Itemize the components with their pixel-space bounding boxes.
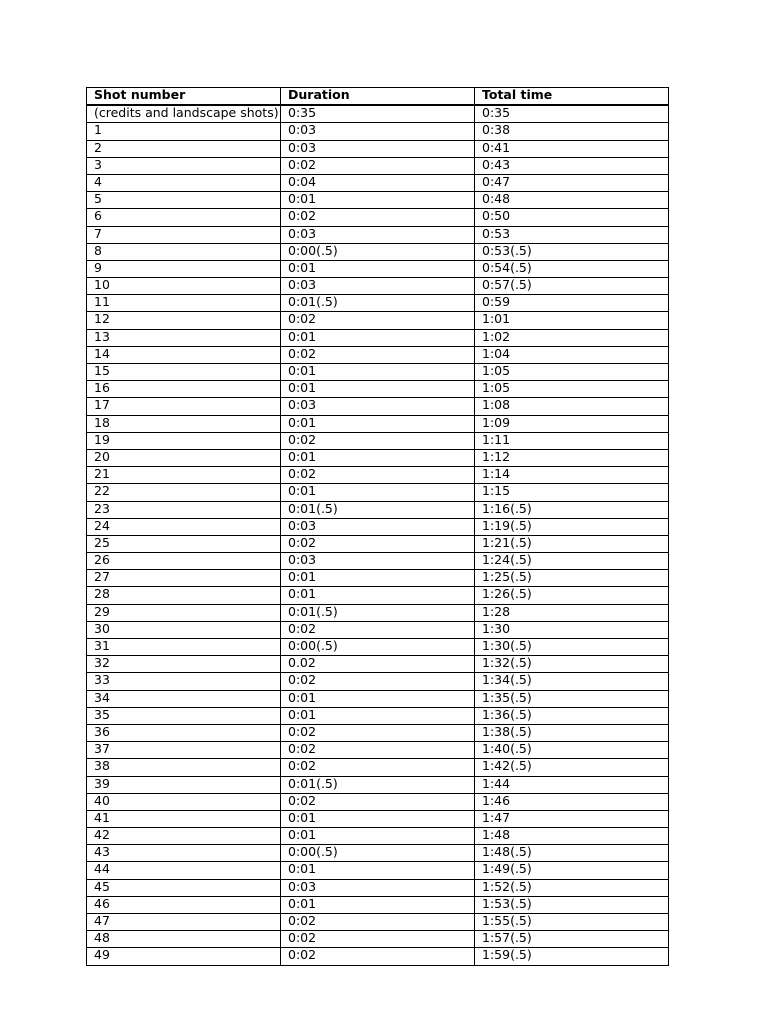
total-time-cell: 1:34(.5) — [475, 673, 669, 690]
shot-number-cell: 48 — [87, 931, 281, 948]
total-time-cell: 1:52(.5) — [475, 879, 669, 896]
total-time-cell: 1:53(.5) — [475, 896, 669, 913]
table-row — [87, 724, 669, 741]
table-row — [87, 742, 669, 759]
total-time-cell: 1:16(.5) — [475, 501, 669, 518]
table-row — [87, 690, 669, 707]
total-time-cell: 1:32(.5) — [475, 656, 669, 673]
total-time-cell: 1:30 — [475, 621, 669, 638]
table-row — [87, 587, 669, 604]
total-time-cell: 1:36(.5) — [475, 707, 669, 724]
table-row — [87, 518, 669, 535]
table-row — [87, 914, 669, 931]
total-time-cell: 1:08 — [475, 398, 669, 415]
duration-cell: 0:01 — [281, 484, 475, 501]
total-time-cell: 1:40(.5) — [475, 742, 669, 759]
duration-cell: 0:02 — [281, 157, 475, 174]
shot-number-cell: 10 — [87, 278, 281, 295]
shot-number-cell: 34 — [87, 690, 281, 707]
table-row — [87, 621, 669, 638]
shot-number-cell: 26 — [87, 553, 281, 570]
duration-cell: 0:03 — [281, 140, 475, 157]
total-time-cell: 0:47 — [475, 174, 669, 191]
shot-number-cell: 23 — [87, 501, 281, 518]
total-time-cell: 0:59 — [475, 295, 669, 312]
duration-cell: 0:00(.5) — [281, 639, 475, 656]
duration-cell: 0:00(.5) — [281, 845, 475, 862]
total-time-cell: 1:09 — [475, 415, 669, 432]
table-row — [87, 174, 669, 191]
shot-number-cell: 11 — [87, 295, 281, 312]
table-row — [87, 192, 669, 209]
duration-cell: 0:02 — [281, 346, 475, 363]
table-row — [87, 931, 669, 948]
duration-cell: 0.02 — [281, 656, 475, 673]
shot-number-cell: 43 — [87, 845, 281, 862]
duration-cell: 0:02 — [281, 535, 475, 552]
table-row — [87, 346, 669, 363]
total-time-cell: 1:26(.5) — [475, 587, 669, 604]
shot-number-cell: 15 — [87, 364, 281, 381]
shot-number-cell: 35 — [87, 707, 281, 724]
duration-cell: 0:03 — [281, 518, 475, 535]
table-row — [87, 810, 669, 827]
table-row — [87, 759, 669, 776]
duration-cell: 0:01(.5) — [281, 501, 475, 518]
total-time-cell: 1:11 — [475, 432, 669, 449]
shot-number-cell: 2 — [87, 140, 281, 157]
shot-number-cell: 19 — [87, 432, 281, 449]
table-row — [87, 656, 669, 673]
table-row — [87, 673, 669, 690]
duration-cell: 0:02 — [281, 931, 475, 948]
total-time-cell: 1:15 — [475, 484, 669, 501]
shot-number-cell: 7 — [87, 226, 281, 243]
header-duration: Duration — [281, 88, 475, 106]
shot-number-cell: 21 — [87, 467, 281, 484]
total-time-cell: 1:57(.5) — [475, 931, 669, 948]
duration-cell: 0:35 — [281, 105, 475, 123]
total-time-cell: 1:49(.5) — [475, 862, 669, 879]
table-row — [87, 828, 669, 845]
header-shot-number: Shot number — [87, 88, 281, 106]
shot-number-cell: 37 — [87, 742, 281, 759]
total-time-cell: 0:53 — [475, 226, 669, 243]
duration-cell: 0:02 — [281, 467, 475, 484]
table-row — [87, 105, 669, 123]
total-time-cell: 1:05 — [475, 364, 669, 381]
shot-number-cell: 5 — [87, 192, 281, 209]
duration-cell: 0:01 — [281, 329, 475, 346]
table-row — [87, 364, 669, 381]
table-header-row — [87, 88, 669, 106]
duration-cell: 0:00(.5) — [281, 243, 475, 260]
total-time-cell: 0:50 — [475, 209, 669, 226]
table-row — [87, 295, 669, 312]
shot-number-cell: 45 — [87, 879, 281, 896]
duration-cell: 0:01(.5) — [281, 295, 475, 312]
total-time-cell: 1:28 — [475, 604, 669, 621]
shot-number-cell: 9 — [87, 260, 281, 277]
table-row — [87, 140, 669, 157]
shot-number-cell: 27 — [87, 570, 281, 587]
shot-number-cell: 44 — [87, 862, 281, 879]
table-row — [87, 415, 669, 432]
table-row — [87, 793, 669, 810]
duration-cell: 0:02 — [281, 793, 475, 810]
duration-cell: 0:03 — [281, 123, 475, 140]
shot-number-cell: 36 — [87, 724, 281, 741]
shot-number-cell: 6 — [87, 209, 281, 226]
total-time-cell: 1:14 — [475, 467, 669, 484]
duration-cell: 0:01(.5) — [281, 604, 475, 621]
table-row — [87, 879, 669, 896]
total-time-cell: 0:41 — [475, 140, 669, 157]
total-time-cell: 1:25(.5) — [475, 570, 669, 587]
total-time-cell: 1:42(.5) — [475, 759, 669, 776]
table-row — [87, 467, 669, 484]
shot-number-cell: 46 — [87, 896, 281, 913]
duration-cell: 0:03 — [281, 226, 475, 243]
table-row — [87, 948, 669, 965]
total-time-cell: 0:53(.5) — [475, 243, 669, 260]
shot-number-cell: 49 — [87, 948, 281, 965]
shot-number-cell: 29 — [87, 604, 281, 621]
table-row — [87, 501, 669, 518]
shot-timing-table — [86, 87, 669, 966]
total-time-cell: 1:12 — [475, 449, 669, 466]
duration-cell: 0:01 — [281, 415, 475, 432]
table-row — [87, 862, 669, 879]
duration-cell: 0:02 — [281, 724, 475, 741]
duration-cell: 0:01 — [281, 260, 475, 277]
shot-number-cell: 22 — [87, 484, 281, 501]
table-row — [87, 484, 669, 501]
table-row — [87, 260, 669, 277]
duration-cell: 0:01 — [281, 192, 475, 209]
table-row — [87, 381, 669, 398]
duration-cell: 0:01 — [281, 707, 475, 724]
shot-number-cell: 30 — [87, 621, 281, 638]
table-row — [87, 896, 669, 913]
shot-number-cell: 1 — [87, 123, 281, 140]
table-row — [87, 157, 669, 174]
duration-cell: 0:03 — [281, 879, 475, 896]
duration-cell: 0:01 — [281, 862, 475, 879]
table-row — [87, 604, 669, 621]
table-row — [87, 449, 669, 466]
total-time-cell: 1:55(.5) — [475, 914, 669, 931]
duration-cell: 0:02 — [281, 432, 475, 449]
shot-number-cell: 4 — [87, 174, 281, 191]
total-time-cell: 1:05 — [475, 381, 669, 398]
total-time-cell: 0:48 — [475, 192, 669, 209]
total-time-cell: 1:48(.5) — [475, 845, 669, 862]
table-row — [87, 553, 669, 570]
duration-cell: 0:02 — [281, 209, 475, 226]
total-time-cell: 1:48 — [475, 828, 669, 845]
shot-number-cell: 14 — [87, 346, 281, 363]
table-row — [87, 312, 669, 329]
total-time-cell: 1:19(.5) — [475, 518, 669, 535]
duration-cell: 0:03 — [281, 398, 475, 415]
shot-number-cell: 40 — [87, 793, 281, 810]
total-time-cell: 0:54(.5) — [475, 260, 669, 277]
shot-number-cell: 25 — [87, 535, 281, 552]
total-time-cell: 1:38(.5) — [475, 724, 669, 741]
table-row — [87, 123, 669, 140]
shot-number-cell: 33 — [87, 673, 281, 690]
total-time-cell: 1:04 — [475, 346, 669, 363]
shot-number-cell: 20 — [87, 449, 281, 466]
shot-number-cell: 31 — [87, 639, 281, 656]
total-time-cell: 0:43 — [475, 157, 669, 174]
shot-number-cell: 38 — [87, 759, 281, 776]
duration-cell: 0:02 — [281, 621, 475, 638]
shot-number-cell: 28 — [87, 587, 281, 604]
shot-number-cell: 32 — [87, 656, 281, 673]
total-time-cell: 1:35(.5) — [475, 690, 669, 707]
shot-number-cell: 18 — [87, 415, 281, 432]
duration-cell: 0:01 — [281, 896, 475, 913]
shot-number-cell: 42 — [87, 828, 281, 845]
shot-number-cell: 13 — [87, 329, 281, 346]
table-body — [87, 105, 669, 965]
table-row — [87, 845, 669, 862]
shot-number-cell: 41 — [87, 810, 281, 827]
duration-cell: 0:02 — [281, 948, 475, 965]
table-row — [87, 278, 669, 295]
shot-number-cell: (credits and landscape shots) — [87, 105, 281, 123]
duration-cell: 0:02 — [281, 312, 475, 329]
duration-cell: 0:01 — [281, 587, 475, 604]
table-row — [87, 226, 669, 243]
total-time-cell: 1:30(.5) — [475, 639, 669, 656]
table-row — [87, 570, 669, 587]
shot-number-cell: 39 — [87, 776, 281, 793]
shot-number-cell: 3 — [87, 157, 281, 174]
total-time-cell: 0:57(.5) — [475, 278, 669, 295]
shot-number-cell: 47 — [87, 914, 281, 931]
table-row — [87, 432, 669, 449]
table-row — [87, 776, 669, 793]
table-row — [87, 535, 669, 552]
shot-number-cell: 8 — [87, 243, 281, 260]
table-row — [87, 707, 669, 724]
table-row — [87, 639, 669, 656]
duration-cell: 0:01 — [281, 449, 475, 466]
duration-cell: 0:02 — [281, 742, 475, 759]
total-time-cell: 1:46 — [475, 793, 669, 810]
total-time-cell: 1:01 — [475, 312, 669, 329]
duration-cell: 0:03 — [281, 553, 475, 570]
total-time-cell: 0:35 — [475, 105, 669, 123]
duration-cell: 0:02 — [281, 914, 475, 931]
total-time-cell: 1:24(.5) — [475, 553, 669, 570]
duration-cell: 0:04 — [281, 174, 475, 191]
duration-cell: 0:01 — [281, 828, 475, 845]
total-time-cell: 1:59(.5) — [475, 948, 669, 965]
table-row — [87, 398, 669, 415]
total-time-cell: 1:47 — [475, 810, 669, 827]
duration-cell: 0:01(.5) — [281, 776, 475, 793]
total-time-cell: 1:02 — [475, 329, 669, 346]
table-row — [87, 329, 669, 346]
shot-number-cell: 12 — [87, 312, 281, 329]
total-time-cell: 0:38 — [475, 123, 669, 140]
duration-cell: 0:01 — [281, 570, 475, 587]
shot-number-cell: 16 — [87, 381, 281, 398]
header-total-time: Total time — [475, 88, 669, 106]
duration-cell: 0:03 — [281, 278, 475, 295]
duration-cell: 0:02 — [281, 759, 475, 776]
duration-cell: 0:02 — [281, 673, 475, 690]
shot-number-cell: 24 — [87, 518, 281, 535]
table-row — [87, 243, 669, 260]
duration-cell: 0:01 — [281, 381, 475, 398]
total-time-cell: 1:21(.5) — [475, 535, 669, 552]
duration-cell: 0:01 — [281, 364, 475, 381]
total-time-cell: 1:44 — [475, 776, 669, 793]
duration-cell: 0:01 — [281, 690, 475, 707]
table-row — [87, 209, 669, 226]
duration-cell: 0:01 — [281, 810, 475, 827]
shot-number-cell: 17 — [87, 398, 281, 415]
